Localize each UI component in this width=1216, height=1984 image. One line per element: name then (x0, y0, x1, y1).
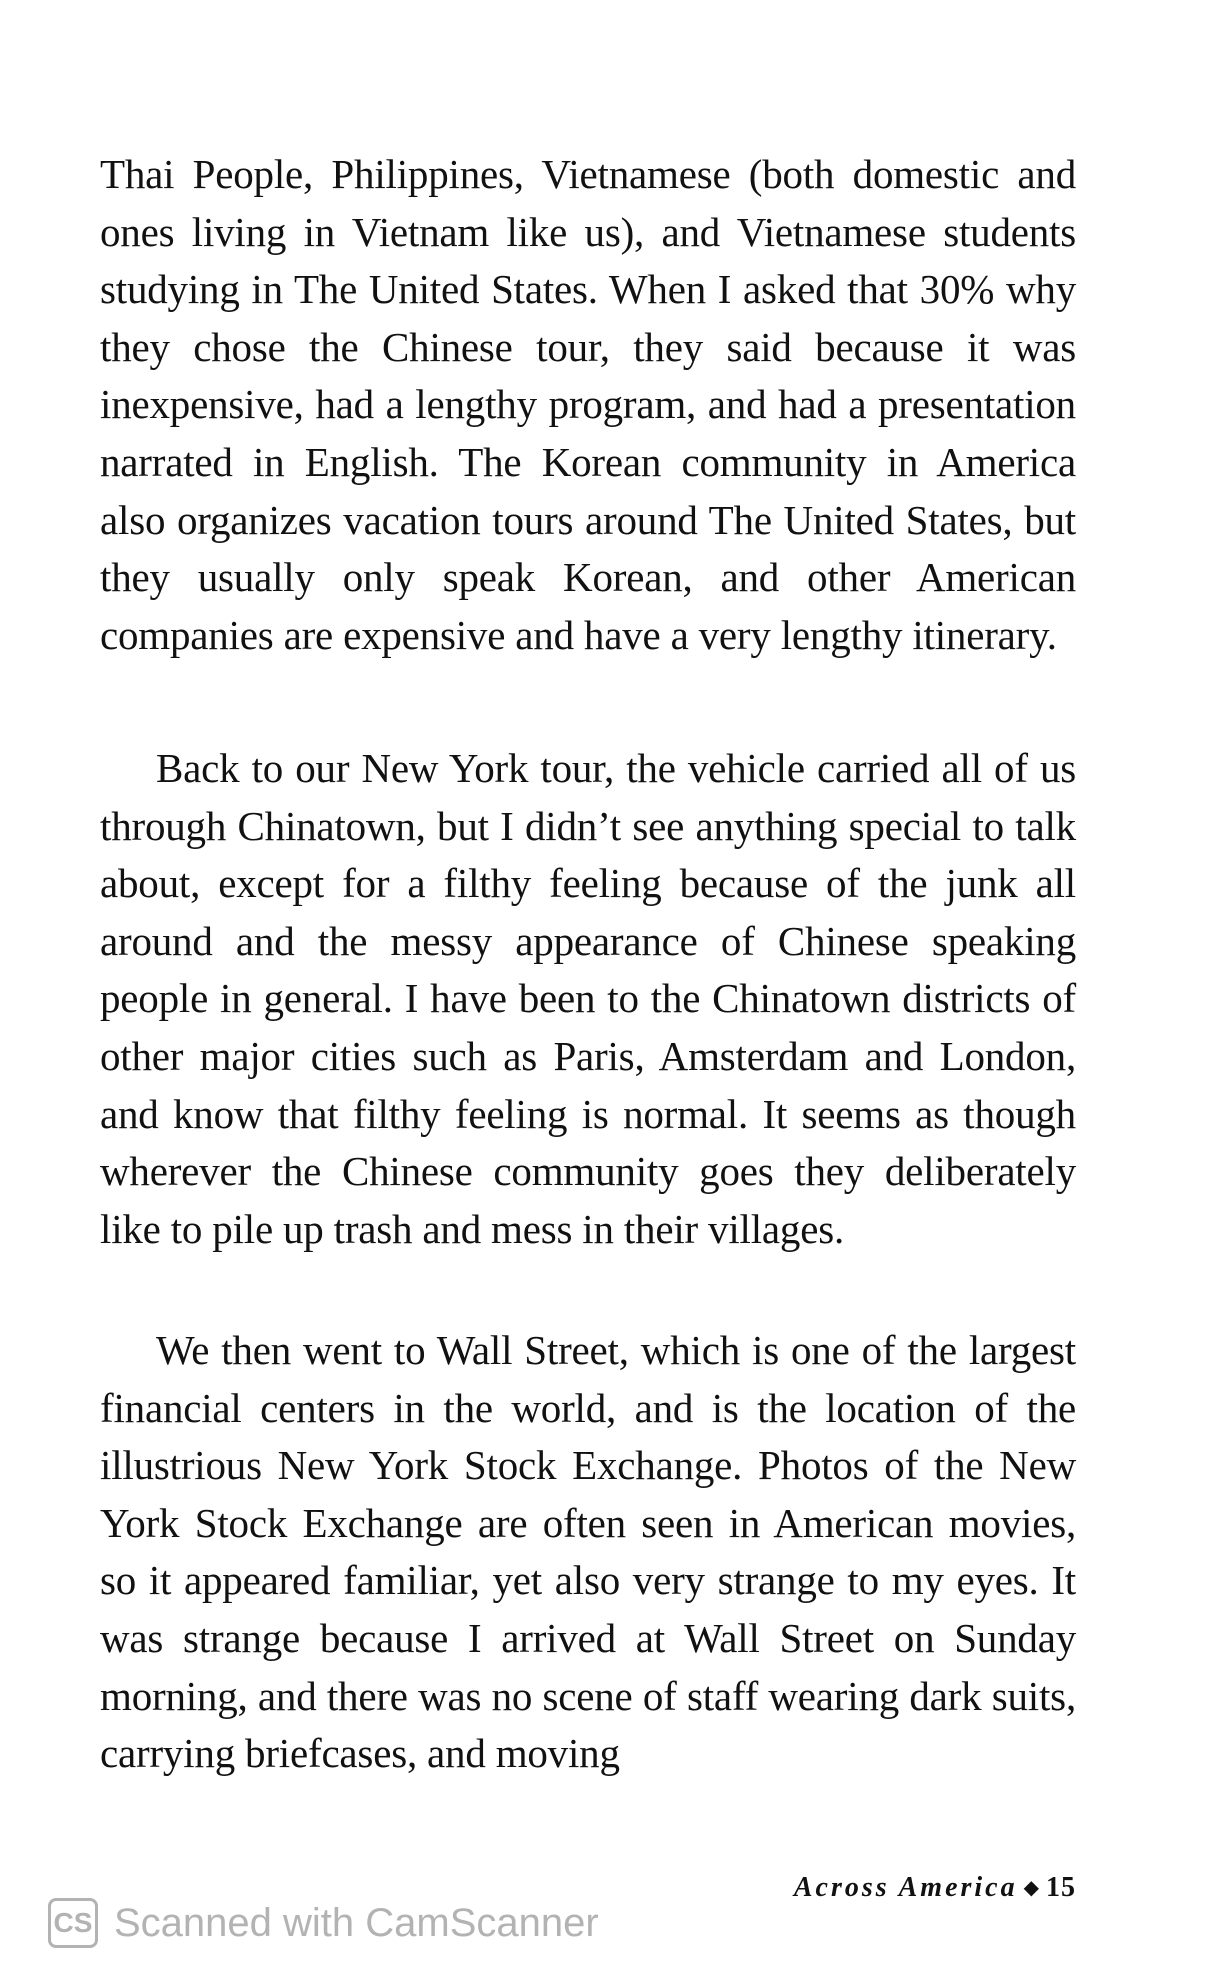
body-text-block-1 (100, 146, 1076, 664)
body-text-block-2 (100, 740, 1076, 1258)
camscanner-logo-icon: CS (48, 1898, 98, 1948)
watermark-text: Scanned with CamScanner (114, 1900, 599, 1945)
page-number: 15 (1046, 1872, 1076, 1903)
paragraph-1: Thai People, Philippines, Vietnamese (both domestic and ones living in Vietnam like us), and Vietnamese students studying in The United States. When I asked that 30% why they chose the Chinese tour, they said because it was inexpensive, had a lengthy program, and had a presentation narrated in English. The Korean community in America also organizes vacation tours around The United States, but they usually only speak Korean, and other American companies are expensive and have a very lengthy itinerary. (100, 151, 1076, 658)
diamond-separator-icon: ◆ (1023, 1877, 1042, 1899)
running-title: Across America (793, 1872, 1018, 1903)
page-footer (794, 1872, 1076, 1904)
paragraph-2: Back to our New York tour, the vehicle carried all of us through Chinatown, but I didn’t see anything special to talk about, except for a filthy feeling because of the junk all around and the messy appearance of Chinese speaking people in general. I have been to the Chinatown districts of other major cities such as Paris, Amsterdam and London, and know that filthy feeling is normal. It seems as though wherever the Chinese community goes they deliberately like to pile up trash and mess in their villages. (100, 745, 1076, 1252)
body-text-block-3 (100, 1322, 1076, 1783)
paragraph-3: We then went to Wall Street, which is one of the largest financial centers in the world, and is the location of the illustrious New York Stock Exchange. Photos of the New York Stock Exchange are often seen in American movies, so it appeared familiar, yet also very strange to my eyes. It was strange because I arrived at Wall Street on Sunday morning, and there was no scene of staff wearing dark suits, carrying briefcases, and moving (100, 1327, 1076, 1777)
camscanner-watermark (48, 1898, 599, 1948)
